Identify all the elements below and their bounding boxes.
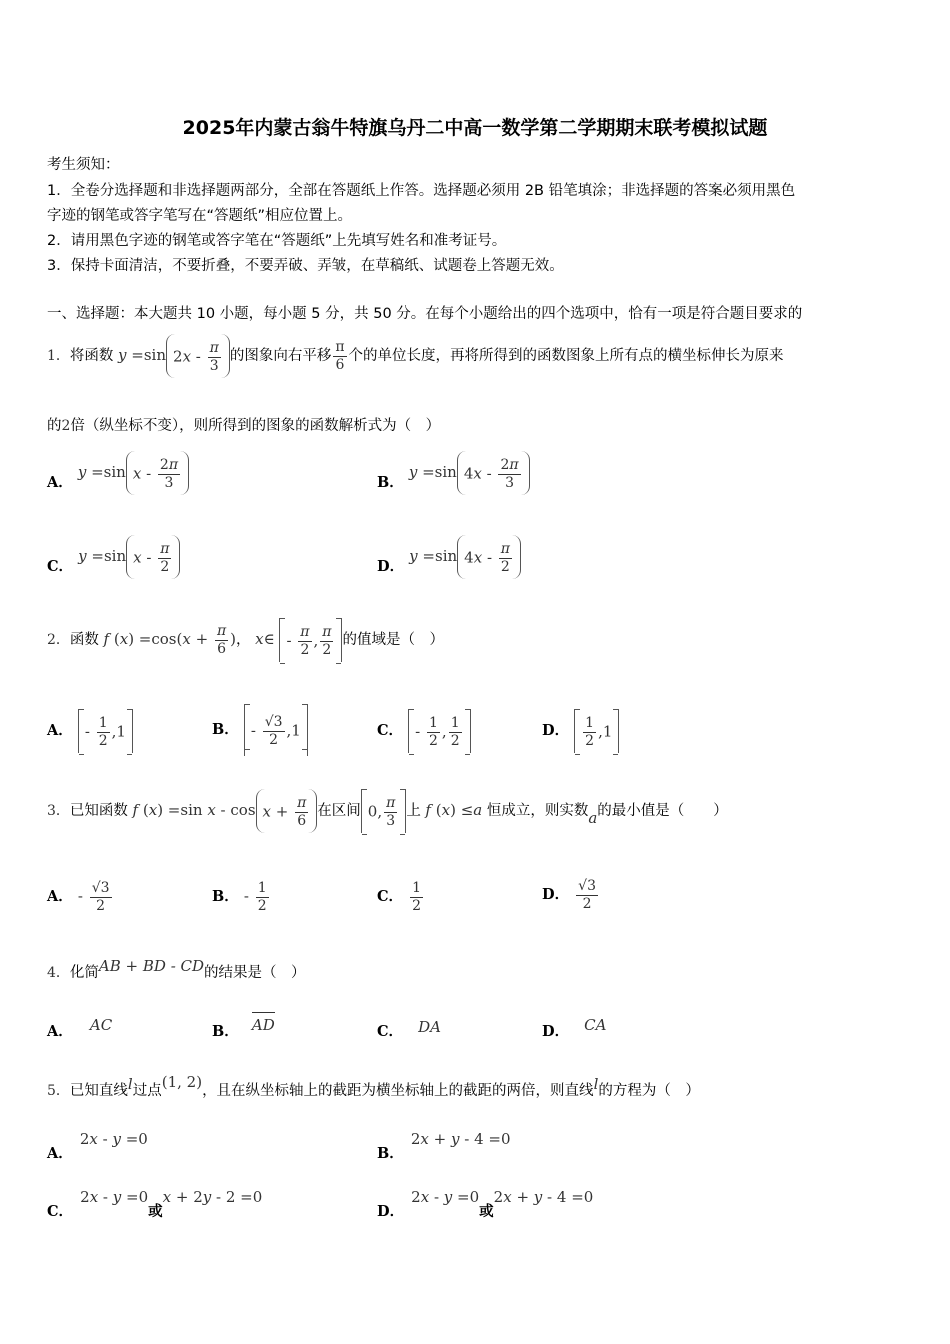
option-label: D． (377, 558, 405, 575)
notice-line-1b: 字迹的钢笔或答字笔写在“答题纸”相应位置上。 (47, 208, 353, 224)
q2-function: f (x) =cos(x + $\frac{\pi}{6}$ ) (103, 622, 236, 657)
q5-line-l: l (127, 1075, 133, 1093)
option-formula: AD (251, 1016, 275, 1034)
q2-text-3: 的值域是（ ） (342, 632, 444, 648)
option-label: A． (47, 888, 73, 905)
q1-text-1: 将函数 (69, 348, 114, 364)
q3-var-a: a (588, 809, 598, 827)
option-formula: - $\frac{1}{2}$ , $\frac{1}{2}$ (408, 721, 470, 739)
q2-text-1: 函数 (69, 632, 99, 648)
option-formula: CA (584, 1016, 607, 1034)
option-formula: 2x - y =0 (411, 1188, 480, 1206)
option-label: D． (542, 886, 570, 903)
question-1-line-2 (47, 414, 440, 435)
option-formula: AC (89, 1016, 113, 1034)
q5-option-c[interactable] (47, 1186, 263, 1220)
q2-option-a[interactable] (47, 706, 133, 754)
question-3 (47, 786, 728, 834)
option-label: B． (212, 888, 239, 905)
q3-option-c[interactable] (377, 872, 425, 920)
notice-line-2: 2．请用黑色字迹的钢笔或答字笔在“答题纸”上先填写姓名和准考证号。 (47, 233, 507, 249)
question-4 (47, 958, 306, 986)
option-label: A． (47, 1023, 73, 1040)
q2-option-c[interactable] (377, 706, 471, 754)
or-text: 或 (479, 1204, 494, 1220)
q1-text-3: 个的单位长度，再将所得到的函数图象上所有点的横坐标伸长为原来 (348, 348, 784, 364)
q3-text-2: 在区间 (317, 803, 361, 819)
q1-text-5: 倍（纵坐标不变），则所得到的图象的函数解析式为（ ） (70, 418, 441, 434)
q1-number: 1． (47, 348, 70, 364)
q3-condition: f (x) ≤a (425, 801, 483, 819)
page-title: 2025年内蒙古翁牛特旗乌丹二中高一数学第二学期期末联考模拟试题 (182, 117, 768, 139)
option-formula: y =sin x - $\frac{2\pi}{3}$ (78, 463, 189, 481)
option-formula: $\frac{√3}{2}$ (578, 877, 596, 912)
option-label: C． (377, 1023, 404, 1040)
q5-line-l-2: l (593, 1075, 599, 1093)
option-formula: - $\frac{1}{2}$ (243, 879, 267, 914)
q1-function: y =sin 2x - $\frac{\pi}{3}$ (118, 346, 230, 364)
option-label: B． (377, 1145, 404, 1162)
option-formula: 2x - y =0 (80, 1188, 149, 1206)
q4-option-b[interactable] (212, 1014, 275, 1040)
option-formula: y =sin 4x - $\frac{\pi}{2}$ (409, 547, 521, 565)
q3-function: f (x) =sin x - cos x + $\frac{\pi}{6}$ (133, 801, 318, 819)
q4-text-1: 化简 (69, 965, 99, 981)
q1-factor: 2 (61, 418, 71, 434)
q2-option-d[interactable] (542, 706, 619, 754)
option-label: B． (212, 721, 239, 738)
q4-option-c[interactable] (377, 1016, 441, 1040)
q3-interval: 0, $\frac{\pi}{3}$ (361, 801, 407, 819)
q4-number: 4． (47, 965, 70, 981)
q5-number: 5． (47, 1083, 70, 1099)
q5-text-1: 已知直线 (69, 1083, 128, 1099)
option-formula-2: 2x + y - 4 =0 (493, 1188, 594, 1206)
option-label: D． (542, 722, 570, 739)
option-formula: $\frac{1}{2}$ ,1 (574, 721, 619, 739)
q3-text-3: 上 (406, 803, 421, 819)
option-formula: y =sin x - $\frac{\pi}{2}$ (78, 547, 180, 565)
q3-option-a[interactable] (47, 872, 114, 920)
q3-option-b[interactable] (212, 872, 271, 920)
option-label: B． (212, 1023, 239, 1040)
option-formula-2: x + 2y - 2 =0 (162, 1188, 263, 1206)
q1-text-4: 的 (47, 418, 62, 434)
q1-option-a[interactable] (47, 448, 189, 496)
option-formula: 2x + y - 4 =0 (410, 1130, 511, 1148)
q2-domain: x∈ - $\frac{\pi}{2}$ , $\frac{\pi}{2}$ (255, 630, 342, 648)
option-label: C． (47, 558, 74, 575)
q4-text-2: 的结果是（ ） (204, 965, 306, 981)
q1-option-c[interactable] (47, 532, 180, 580)
notice-line-3: 3．保持卡面清洁，不要折叠，不要弄破、弄皱，在草稿纸、试题卷上答题无效。 (47, 258, 564, 274)
option-label: C． (377, 888, 404, 905)
q1-text-2: 的图象向右平移 (229, 348, 332, 364)
q1-shift: $\frac{\pi}{6}$ (335, 338, 345, 373)
notice-heading: 考生须知： (47, 157, 120, 173)
q1-option-b[interactable] (377, 448, 530, 496)
option-formula: $\frac{1}{2}$ (412, 879, 422, 914)
option-label: C． (377, 722, 404, 739)
q3-text-5: 的最小值是（ ） (597, 803, 728, 819)
q5-text-2: 过点 (132, 1083, 162, 1099)
option-label: D． (542, 1023, 570, 1040)
q4-option-d[interactable] (542, 1014, 607, 1040)
q2-option-b[interactable] (212, 704, 308, 752)
q5-option-a[interactable] (47, 1128, 148, 1162)
option-label: A． (47, 474, 73, 491)
section-heading: 一、选择题：本大题共 10 小题，每小题 5 分，共 50 分。在每个小题给出的四个选项中，恰有一项是符合题目要求的 (47, 306, 803, 322)
option-label: B． (377, 474, 404, 491)
option-formula: 2x - y =0 (79, 1130, 148, 1148)
option-formula: - $\frac{1}{2}$ ,1 (78, 721, 133, 739)
question-5 (47, 1072, 700, 1102)
question-1-line-1 (47, 331, 784, 379)
option-formula: - $\frac{√3}{2}$ ,1 (244, 720, 308, 738)
q1-option-d[interactable] (377, 532, 521, 580)
q3-option-d[interactable] (542, 870, 600, 918)
option-label: C． (47, 1203, 74, 1220)
option-label: A． (47, 722, 73, 739)
question-2 (47, 615, 444, 663)
q4-expression: AB + BD - CD (98, 957, 205, 975)
option-formula: y =sin 4x - $\frac{2\pi}{3}$ (409, 463, 530, 481)
q5-text-3: ，且在纵坐标轴上的截距为横坐标轴上的截距的两倍，则直线 (202, 1083, 594, 1099)
q5-option-b[interactable] (377, 1128, 511, 1162)
option-label: D． (377, 1203, 405, 1220)
option-formula: - $\frac{√3}{2}$ (77, 879, 110, 914)
q2-text-2: ， (236, 632, 251, 648)
q5-text-4: 的方程为（ ） (598, 1083, 700, 1099)
or-text: 或 (148, 1204, 163, 1220)
option-formula: DA (418, 1018, 441, 1036)
q3-number: 3． (47, 803, 70, 819)
q2-number: 2． (47, 632, 70, 648)
q5-option-d[interactable] (377, 1186, 594, 1220)
q3-text-1: 已知函数 (69, 803, 128, 819)
notice-line-1a: 1．全卷分选择题和非选择题两部分，全部在答题纸上作答。选择题必须用 2B 铅笔填涂；非选择题的答案必须用黑色 (47, 183, 796, 199)
q4-option-a[interactable] (47, 1014, 113, 1040)
q3-text-4: 恒成立，则实数 (486, 803, 589, 819)
q5-point: (1, 2) (161, 1073, 203, 1091)
option-label: A． (47, 1145, 73, 1162)
